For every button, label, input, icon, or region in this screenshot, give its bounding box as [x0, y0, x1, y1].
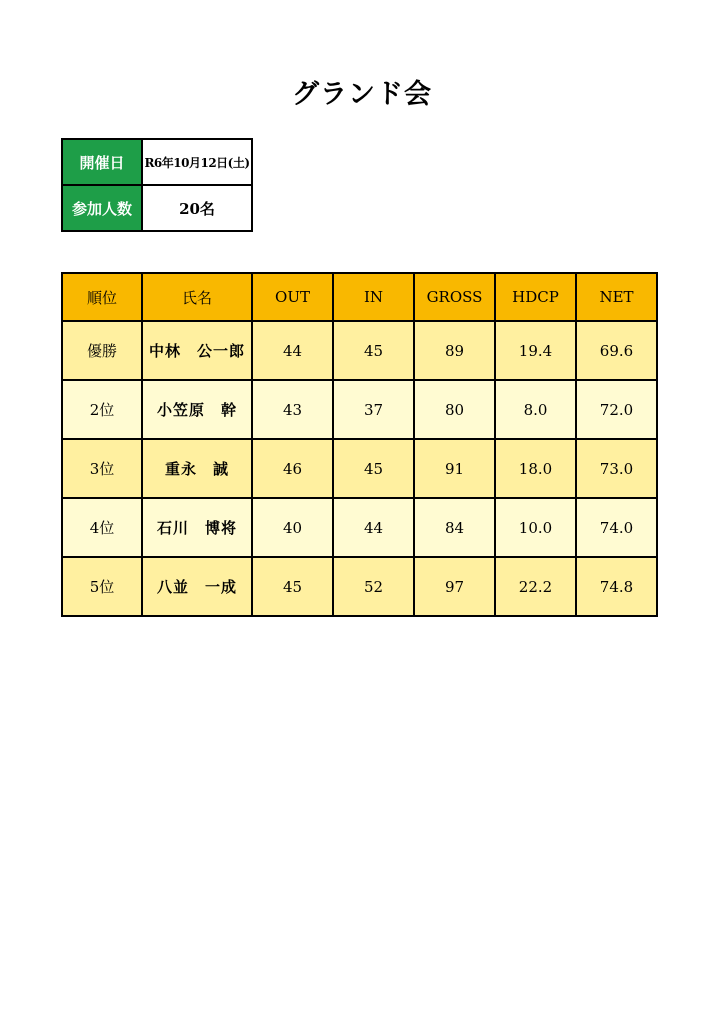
- date-value: R6年10月12日(土): [142, 139, 252, 185]
- header-hdcp: HDCP: [495, 273, 576, 321]
- gross-cell: 84: [414, 498, 495, 557]
- out-cell: 46: [252, 439, 333, 498]
- header-net: NET: [576, 273, 657, 321]
- event-info-table: [61, 138, 253, 232]
- results-table: [61, 272, 658, 617]
- name-cell: 八並 一成: [142, 557, 252, 616]
- out-cell: 43: [252, 380, 333, 439]
- out-cell: 44: [252, 321, 333, 380]
- hdcp-cell: 8.0: [495, 380, 576, 439]
- in-cell: 37: [333, 380, 414, 439]
- participant-count-value: 20名: [142, 185, 252, 231]
- gross-cell: 89: [414, 321, 495, 380]
- out-cell: 45: [252, 557, 333, 616]
- header-rank: 順位: [62, 273, 142, 321]
- rank-cell: 4位: [62, 498, 142, 557]
- hdcp-cell: 10.0: [495, 498, 576, 557]
- in-cell: 45: [333, 439, 414, 498]
- date-row: [62, 139, 252, 185]
- net-cell: 72.0: [576, 380, 657, 439]
- hdcp-cell: 18.0: [495, 439, 576, 498]
- header-in: IN: [333, 273, 414, 321]
- in-cell: 52: [333, 557, 414, 616]
- table-row: [62, 380, 657, 439]
- name-cell: 中林 公一郎: [142, 321, 252, 380]
- table-row: [62, 321, 657, 380]
- table-row: [62, 557, 657, 616]
- table-row: [62, 498, 657, 557]
- in-cell: 44: [333, 498, 414, 557]
- header-out: OUT: [252, 273, 333, 321]
- out-cell: 40: [252, 498, 333, 557]
- gross-cell: 97: [414, 557, 495, 616]
- name-cell: 石川 博将: [142, 498, 252, 557]
- rank-cell: 2位: [62, 380, 142, 439]
- participant-count-label: 参加人数: [62, 185, 142, 231]
- rank-cell: 3位: [62, 439, 142, 498]
- gross-cell: 80: [414, 380, 495, 439]
- net-cell: 69.6: [576, 321, 657, 380]
- hdcp-cell: 22.2: [495, 557, 576, 616]
- rank-cell: 5位: [62, 557, 142, 616]
- date-label: 開催日: [62, 139, 142, 185]
- gross-cell: 91: [414, 439, 495, 498]
- net-cell: 73.0: [576, 439, 657, 498]
- in-cell: 45: [333, 321, 414, 380]
- name-cell: 重永 誠: [142, 439, 252, 498]
- hdcp-cell: 19.4: [495, 321, 576, 380]
- name-cell: 小笠原 幹: [142, 380, 252, 439]
- header-gross: GROSS: [414, 273, 495, 321]
- net-cell: 74.8: [576, 557, 657, 616]
- header-name: 氏名: [142, 273, 252, 321]
- table-row: [62, 439, 657, 498]
- participant-count-row: [62, 185, 252, 231]
- rank-cell: 優勝: [62, 321, 142, 380]
- results-header-row: [62, 273, 657, 321]
- page-title: グランド会: [292, 79, 432, 110]
- net-cell: 74.0: [576, 498, 657, 557]
